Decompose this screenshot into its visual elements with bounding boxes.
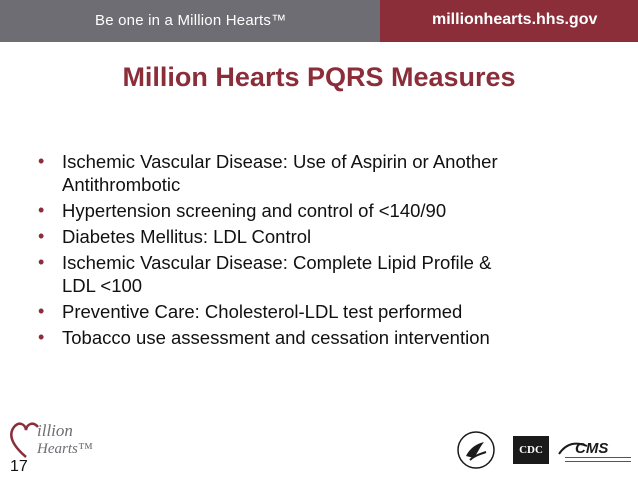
bullet-text: Diabetes Mellitus: LDL Control [62,226,312,247]
site-url[interactable]: millionhearts.hhs.gov [432,11,598,28]
cms-underline [565,457,631,462]
cdc-logo: CDC [513,436,549,464]
cms-logo-text: CMS [575,440,609,457]
list-item [38,199,608,222]
cms-logo [557,438,633,466]
bullet-text: Ischemic Vascular Disease: Use of Aspirin or Another [62,151,498,172]
bullet-icon: • [38,200,45,220]
list-item [38,225,608,248]
bullet-text: Hypertension screening and control of <140/90 [62,200,447,221]
page-number: 17 [10,458,28,475]
header-banner [0,0,638,42]
bullet-text: Ischemic Vascular Disease: Complete Lipid Profile & [62,252,492,273]
bullet-icon: • [38,226,45,246]
list-item [38,326,608,349]
hhs-eagle-icon [456,430,496,470]
bullet-text: Tobacco use assessment and cessation intervention [62,327,490,348]
logo-text-illion: illion [37,421,73,440]
list-item [38,300,608,323]
slide-title: Million Hearts PQRS Measures [122,62,516,92]
bullet-list [38,150,608,352]
bullet-icon: • [38,327,45,347]
tagline: Be one in a Million Hearts™ [95,12,287,29]
logo-text-hearts: Hearts™ [37,441,93,457]
bullet-text-cont: LDL <100 [62,275,143,296]
list-item [38,150,608,196]
bullet-icon: • [38,301,45,321]
url-bar [380,0,638,42]
bullet-text: Preventive Care: Cholesterol-LDL test performed [62,301,463,322]
tagline-bar [0,0,380,42]
bullet-text-cont: Antithrombotic [62,174,181,195]
bullet-icon: • [38,151,45,171]
bullet-icon: • [38,252,45,272]
list-item [38,251,608,297]
